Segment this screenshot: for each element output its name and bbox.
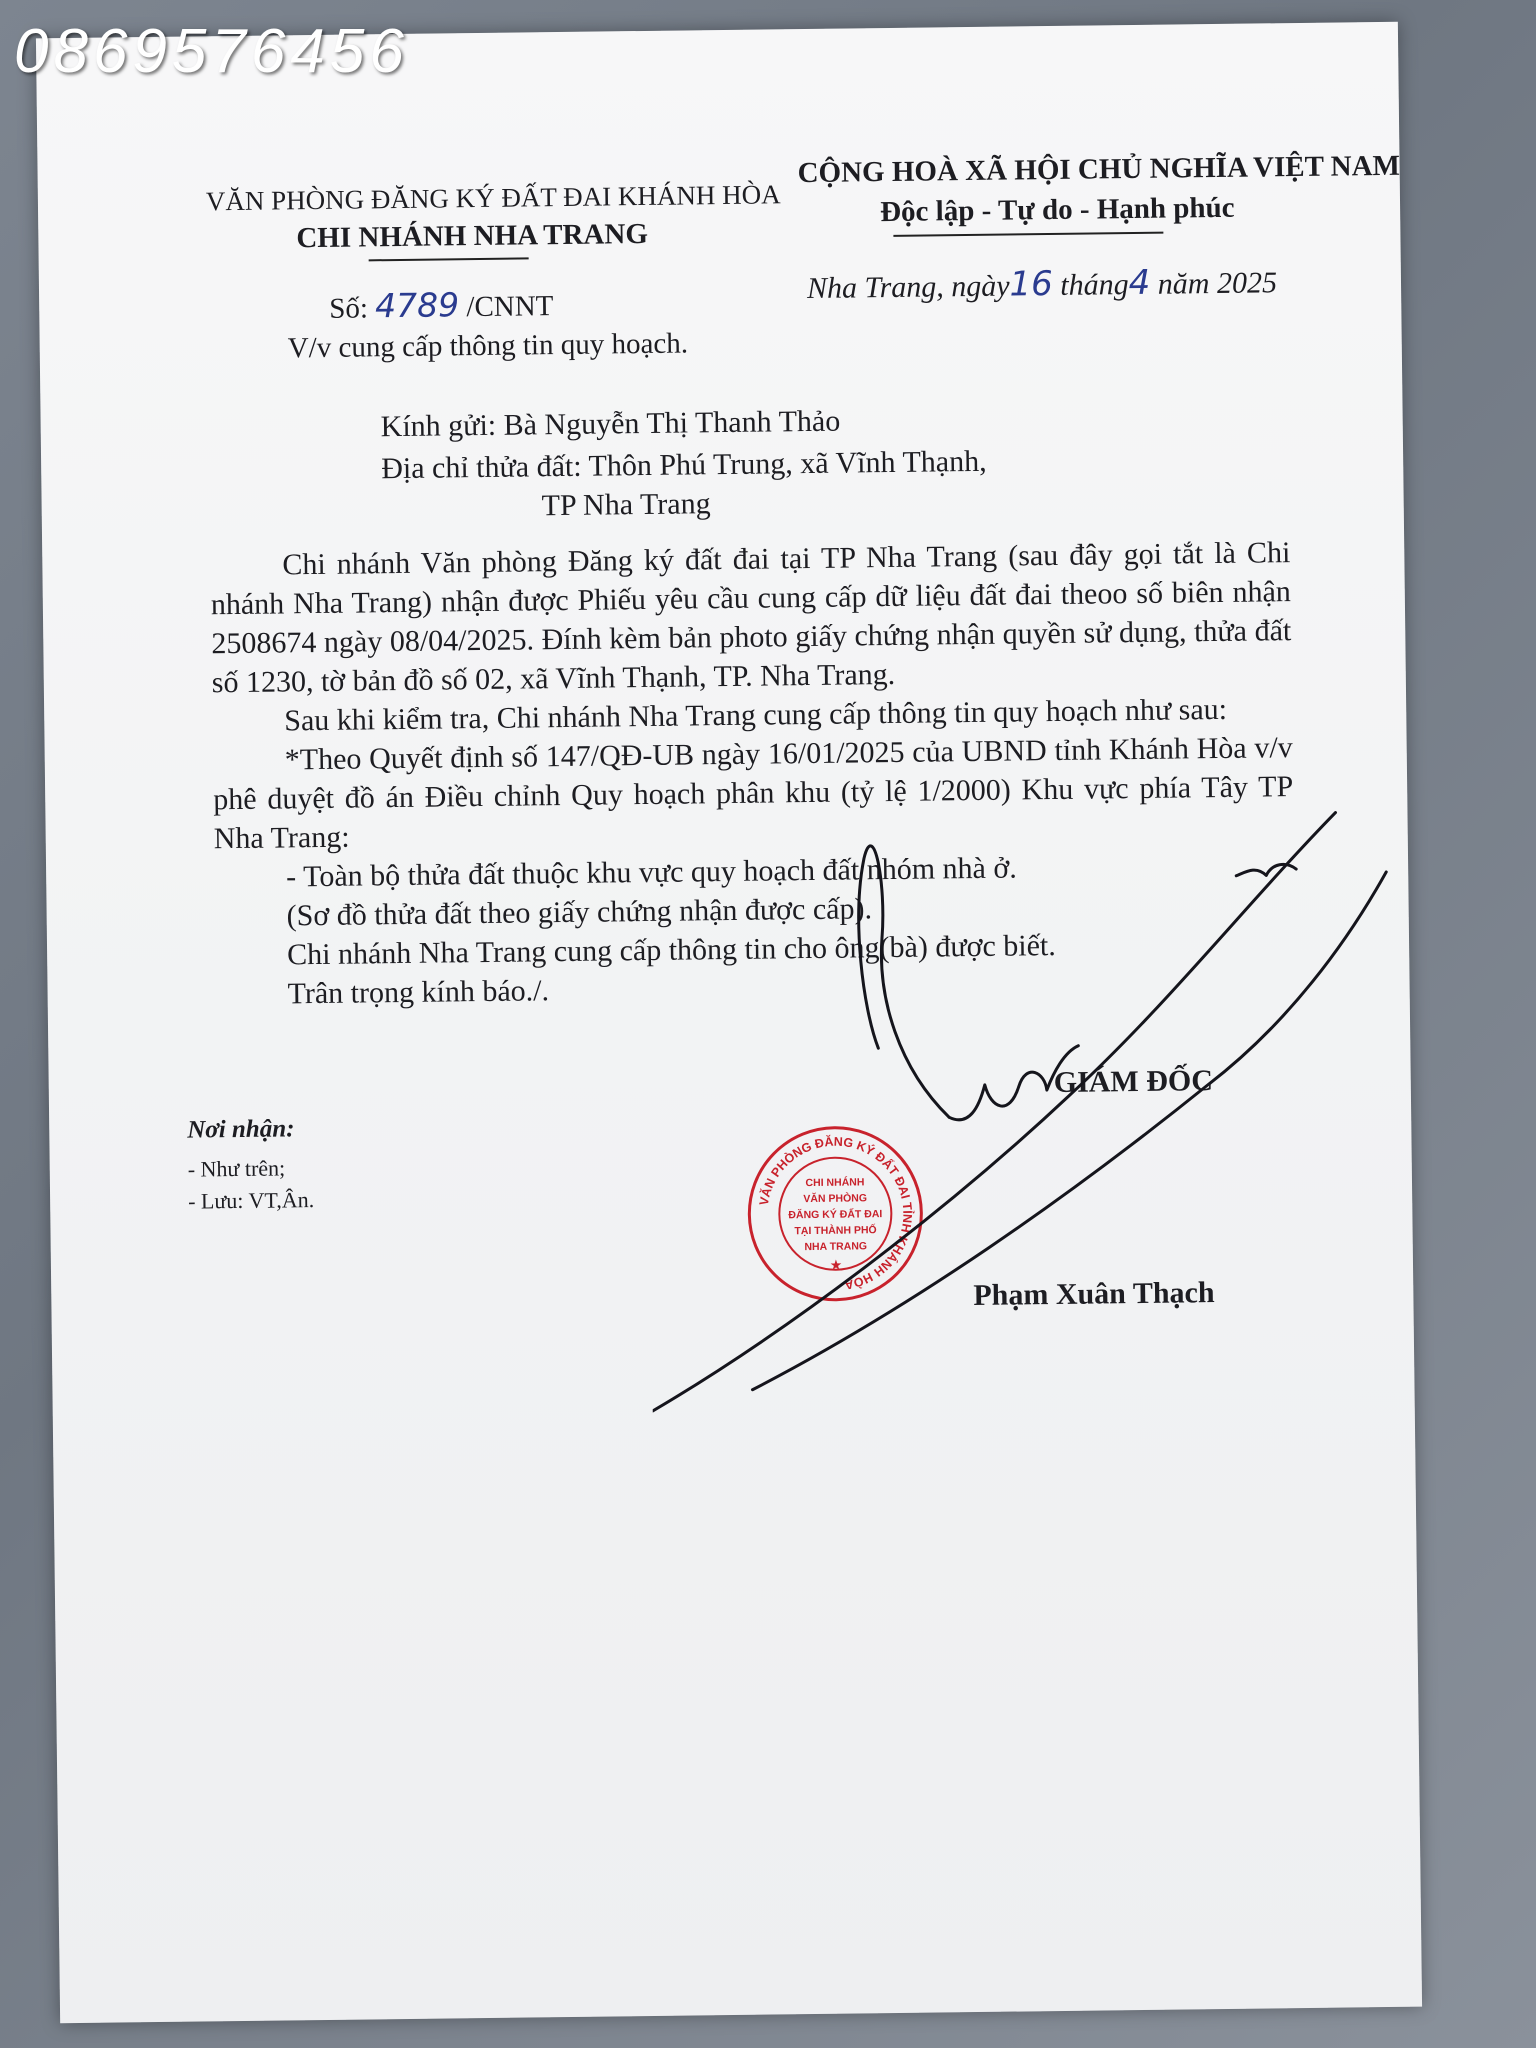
- body-paragraph: Trân trọng kính báo./.: [287, 974, 550, 1011]
- doc-number-label: Số:: [329, 292, 369, 325]
- date-month: 4: [1128, 262, 1151, 304]
- signer-title: GIÁM ĐỐC: [1053, 1064, 1214, 1100]
- body-paragraph: *Theo Quyết định số 147/QĐ-UB ngày 16/01/2025 của UBND tỉnh Khánh Hòa v/v phê duyệt đồ án Điều chỉnh Quy hoạch phân khu (tỷ lệ 1/2000) Khu vực phía Tây TP Nha Trang:: [213, 731, 1294, 856]
- seal-ring-text: VĂN PHÒNG ĐĂNG KÝ ĐẤT ĐAI TỈNH KHÁNH HÒA: [756, 1134, 915, 1293]
- seal-line: NHA TRANG: [804, 1240, 868, 1254]
- body-paragraph: - Toàn bộ thửa đất thuộc khu vực quy hoạch đất nhóm nhà ở.: [285, 851, 1017, 894]
- recipients-heading: Nơi nhận:: [187, 1115, 295, 1144]
- body-paragraph: (Sơ đồ thửa đất theo giấy chứng nhận được cấp).: [286, 892, 873, 933]
- recipient-item: - Lưu: VT,Ân.: [187, 1187, 315, 1214]
- body-paragraph: Chi nhánh Nha Trang cung cấp thông tin cho ông(bà) được biết.: [286, 929, 1056, 972]
- date-year: năm 2025: [1157, 266, 1278, 301]
- seal-star-icon: ★: [829, 1257, 843, 1274]
- recipients-list: [188, 1152, 315, 1218]
- recipient-address-city: TP Nha Trang: [541, 487, 711, 523]
- recipient-item: - Như trên;: [187, 1155, 286, 1182]
- document-page: [36, 22, 1422, 2023]
- seal-line: ĐĂNG KÝ ĐẤT ĐAI: [788, 1208, 883, 1222]
- date-month-label: tháng: [1060, 268, 1129, 302]
- doc-number-value: 4789: [374, 285, 460, 326]
- dateline: [807, 261, 1277, 307]
- phone-watermark: 0869576456: [14, 17, 409, 86]
- document-number: [329, 284, 554, 326]
- seal-line: TẠI THÀNH PHỐ: [794, 1224, 877, 1238]
- seal-line: CHI NHÁNH: [805, 1176, 865, 1190]
- date-place: Nha Trang, ngày: [806, 269, 1010, 305]
- doc-number-suffix: /CNNT: [466, 290, 554, 324]
- document-subject: V/v cung cấp thông tin quy hoạch.: [287, 327, 689, 365]
- branch-underline: [369, 257, 529, 261]
- nation-title: CỘNG HOÀ XÃ HỘI CHỦ NGHĨA VIỆT NAM: [797, 149, 1401, 190]
- date-day: 16: [1009, 263, 1054, 305]
- seal-line: VĂN PHÒNG: [803, 1192, 868, 1206]
- recipient-line: Kính gửi: Bà Nguyễn Thị Thanh Thảo: [380, 404, 841, 444]
- national-motto: Độc lập - Tự do - Hạnh phúc: [879, 191, 1235, 229]
- recipient-address: Địa chỉ thửa đất: Thôn Phú Trung, xã Vĩnh Thạnh,: [381, 444, 987, 486]
- signer-name: Phạm Xuân Thạch: [973, 1276, 1215, 1313]
- body-paragraph: Chi nhánh Văn phòng Đăng ký đất đai tại TP Nha Trang (sau đây gọi tắt là Chi nhánh Nha Trang) nhận được Phiếu yêu cầu cung cấp dữ liệu đất đai theoo số biên nhận 2508674 ngày 08/04/2025. Đính kèm bản photo giấy chứng nhận quyền sử dụng, thửa đất số 1230, tờ bản đồ số 02, xã Vĩnh Thạnh, TP. Nha Trang.: [210, 536, 1292, 700]
- body-paragraph: Sau khi kiểm tra, Chi nhánh Nha Trang cung cấp thông tin quy hoạch như sau:: [284, 692, 1228, 738]
- branch-name: CHI NHÁNH NHA TRANG: [296, 217, 649, 255]
- agency-name: VĂN PHÒNG ĐĂNG KÝ ĐẤT ĐAI KHÁNH HÒA: [205, 179, 781, 217]
- recipient-block: [380, 399, 986, 490]
- motto-underline: [893, 232, 1163, 237]
- handwritten-signature: [645, 782, 1413, 1441]
